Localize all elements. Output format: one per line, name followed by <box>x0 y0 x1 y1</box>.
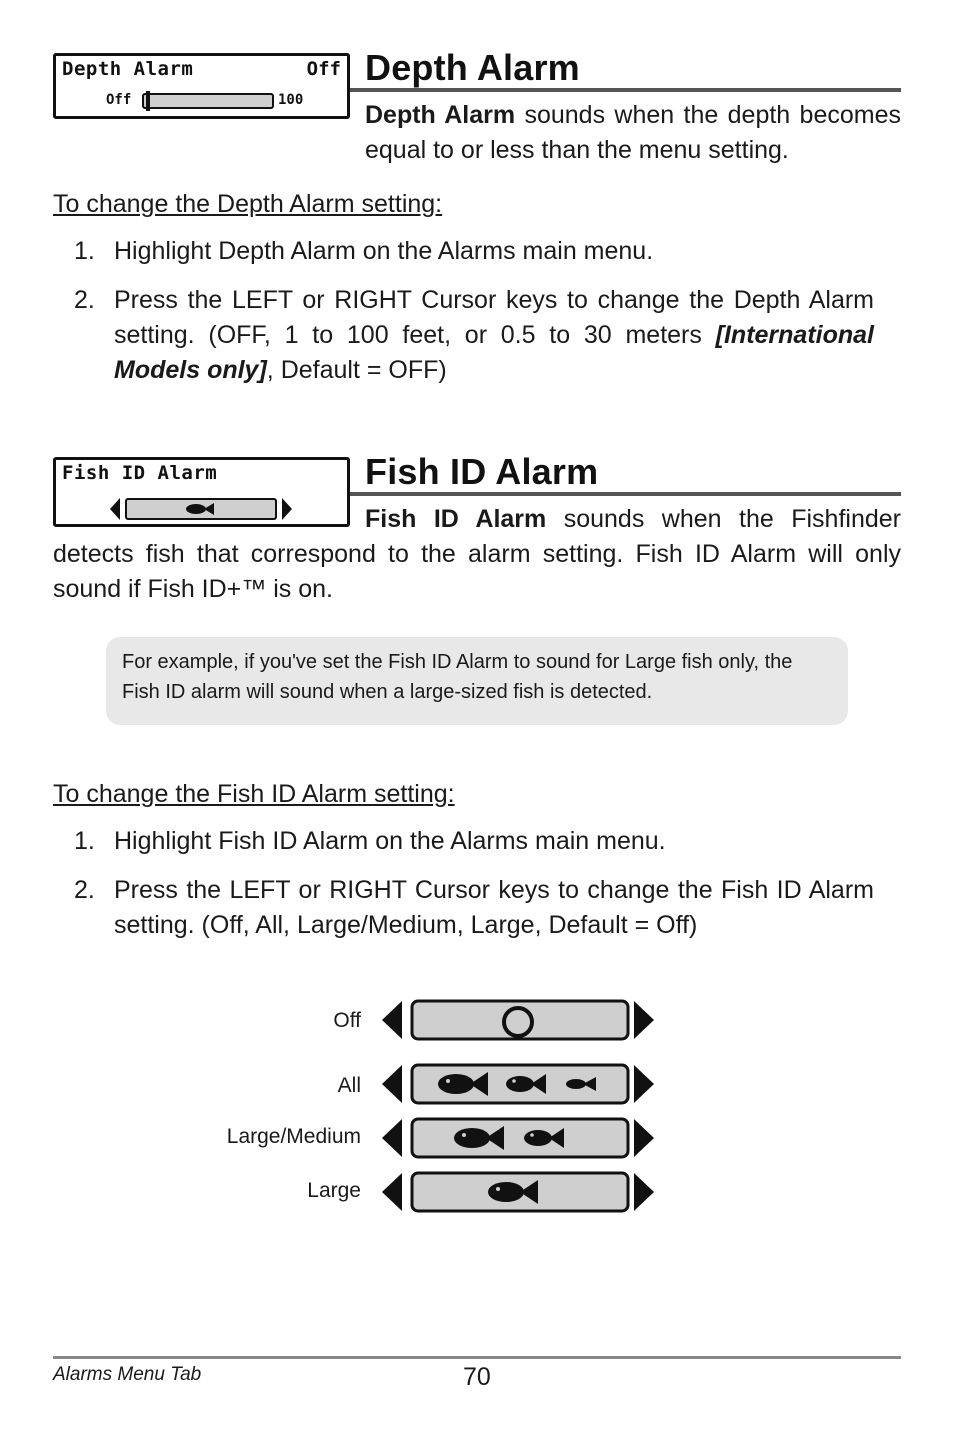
fish-id-alarm-heading: Fish ID Alarm <box>365 451 599 492</box>
left-arrow-icon <box>382 1001 402 1039</box>
right-arrow-icon <box>634 1173 654 1211</box>
page-number: 70 <box>463 1363 491 1391</box>
heading-rule <box>350 492 901 496</box>
slider-max-label: 100 <box>278 92 304 108</box>
setting-label-all: All <box>337 1074 361 1097</box>
setting-label-large-medium: Large/Medium <box>226 1125 361 1148</box>
depth-alarm-menu-box <box>53 53 350 119</box>
list-text: Press the LEFT or RIGHT Cursor keys to change the Fish ID Alarm setting. (Off, All, Large/Medium, Large, Default = Off) <box>114 876 874 939</box>
fish-id-subheading: To change the Fish ID Alarm setting: <box>53 780 455 808</box>
list-text <box>114 283 874 388</box>
list-number: 1. <box>74 237 95 265</box>
setting-row-all <box>382 1065 654 1103</box>
example-note: For example, if you've set the Fish ID Alarm to sound for Large fish only, the Fish ID alarm will sound when a large-sized fish is detected. <box>106 637 848 725</box>
right-arrow-icon <box>634 1119 654 1157</box>
fish-id-settings-illustration <box>380 995 680 1225</box>
intro-bold-term: Depth Alarm <box>365 101 516 129</box>
step-text-end: , Default = OFF) <box>266 356 447 384</box>
step-text: Press the LEFT or RIGHT Cursor keys to change the Depth Alarm setting. (OFF, 1 to 100 feet, or 0.5 to 30 meters <box>114 286 874 349</box>
step-italic-text: [International Models only] <box>114 321 874 384</box>
heading-rule <box>350 88 901 92</box>
list-number: 1. <box>74 827 95 855</box>
list-number: 2. <box>74 286 95 314</box>
left-arrow-icon <box>382 1173 402 1211</box>
fish-id-box-title: Fish ID Alarm <box>62 462 218 484</box>
setting-row-off <box>382 1001 654 1039</box>
intro-text: sounds when the Fishfinder detects fish that correspond to the alarm setting. Fish ID Alarm will only sound if Fish ID+™ is on. <box>53 505 901 603</box>
setting-label-off: Off <box>333 1009 361 1032</box>
list-number: 2. <box>74 876 95 904</box>
depth-alarm-heading: Depth Alarm <box>365 47 580 88</box>
setting-row-large-medium <box>382 1119 654 1157</box>
selector-bar <box>412 1119 628 1157</box>
list-text: Highlight Fish ID Alarm on the Alarms main menu. <box>114 827 666 855</box>
depth-alarm-intro <box>365 98 901 168</box>
list-text: Highlight Depth Alarm on the Alarms main menu. <box>114 237 654 265</box>
fish-id-intro <box>53 502 901 607</box>
slider-handle <box>146 91 150 111</box>
intro-bold-term: Fish ID Alarm <box>365 505 547 533</box>
setting-label-large: Large <box>307 1179 361 1202</box>
slider-min-label: Off <box>106 92 132 108</box>
depth-alarm-box-value: Off <box>306 58 341 80</box>
depth-alarm-subheading: To change the Depth Alarm setting: <box>53 190 443 218</box>
setting-row-large <box>382 1173 654 1211</box>
footer-section: Alarms Menu Tab <box>53 1364 202 1385</box>
left-arrow-icon <box>382 1065 402 1103</box>
left-arrow-icon <box>382 1119 402 1157</box>
footer-rule <box>53 1356 901 1359</box>
intro-text: sounds when the depth becomes equal to or less than the menu setting. <box>365 101 901 164</box>
right-arrow-icon <box>634 1001 654 1039</box>
right-arrow-icon <box>634 1065 654 1103</box>
depth-alarm-box-title: Depth Alarm <box>62 58 194 80</box>
depth-alarm-slider <box>142 93 274 109</box>
